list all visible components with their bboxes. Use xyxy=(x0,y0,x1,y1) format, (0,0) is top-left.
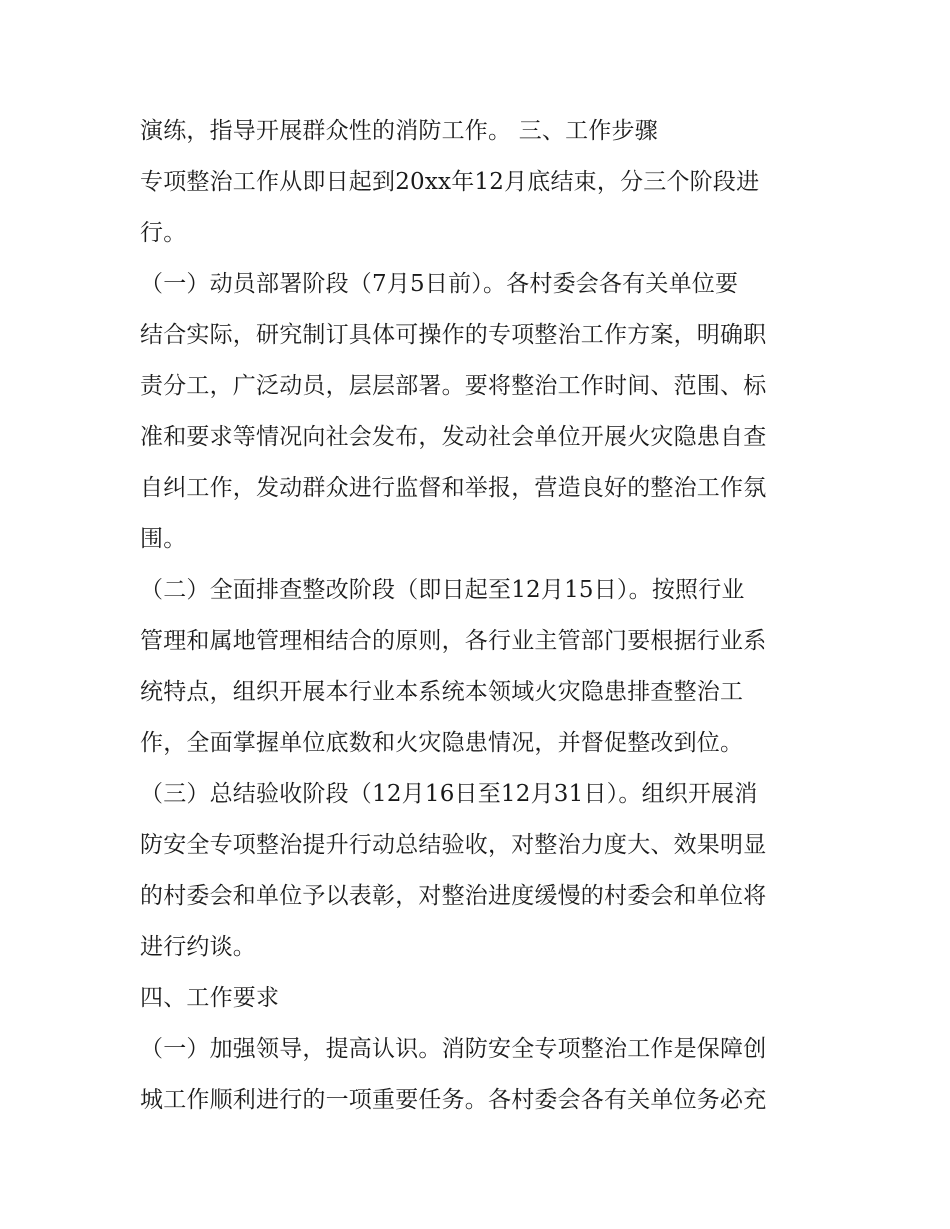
text-line: （三）总结验收阶段（12月16日至12月31日）。组织开展消 xyxy=(140,781,758,807)
text-line: 结合实际，研究制订具体可操作的专项整治工作方案，明确职 xyxy=(140,322,767,348)
text-line: 演练，指导开展群众性的消防工作。 三、工作步骤 xyxy=(140,118,658,144)
section-heading: 四、工作要求 xyxy=(140,985,280,1011)
text-line: 统特点，组织开展本行业本系统本领域火灾隐患排查整治工 xyxy=(140,679,744,705)
text-line: 防安全专项整治提升行动总结验收，对整治力度大、效果明显 xyxy=(140,832,767,858)
text-line: 的村委会和单位予以表彰，对整治进度缓慢的村委会和单位将 xyxy=(140,883,767,909)
text-line: （二）全面排查整改阶段（即日起至12月15日）。按照行业 xyxy=(140,577,745,603)
text-line: （一）动员部署阶段（7月5日前）。各村委会各有关单位要 xyxy=(140,271,739,297)
text-line: 管理和属地管理相结合的原则，各行业主管部门要根据行业系 xyxy=(140,628,767,654)
text-line: 自纠工作，发动群众进行监督和举报，营造良好的整治工作氛 xyxy=(140,475,767,501)
text-line: 行。 xyxy=(140,220,187,246)
text-line: 城工作顺利进行的一项重要任务。各村委会各有关单位务必充 xyxy=(140,1087,767,1113)
text-line: 作，全面掌握单位底数和火灾隐患情况，并督促整改到位。 xyxy=(140,730,744,756)
text-line: 责分工，广泛动员，层层部署。要将整治工作时间、范围、标 xyxy=(140,373,767,399)
text-line: 准和要求等情况向社会发布，发动社会单位开展火灾隐患自查 xyxy=(140,424,767,450)
text-line: 进行约谈。 xyxy=(140,934,256,960)
text-line: （一）加强领导，提高认识。消防安全专项整治工作是保障创 xyxy=(140,1036,767,1062)
text-line: 专项整治工作从即日起到20xx年12月底结束，分三个阶段进 xyxy=(140,169,760,195)
text-line: 围。 xyxy=(140,526,187,552)
document-body xyxy=(140,106,820,1126)
